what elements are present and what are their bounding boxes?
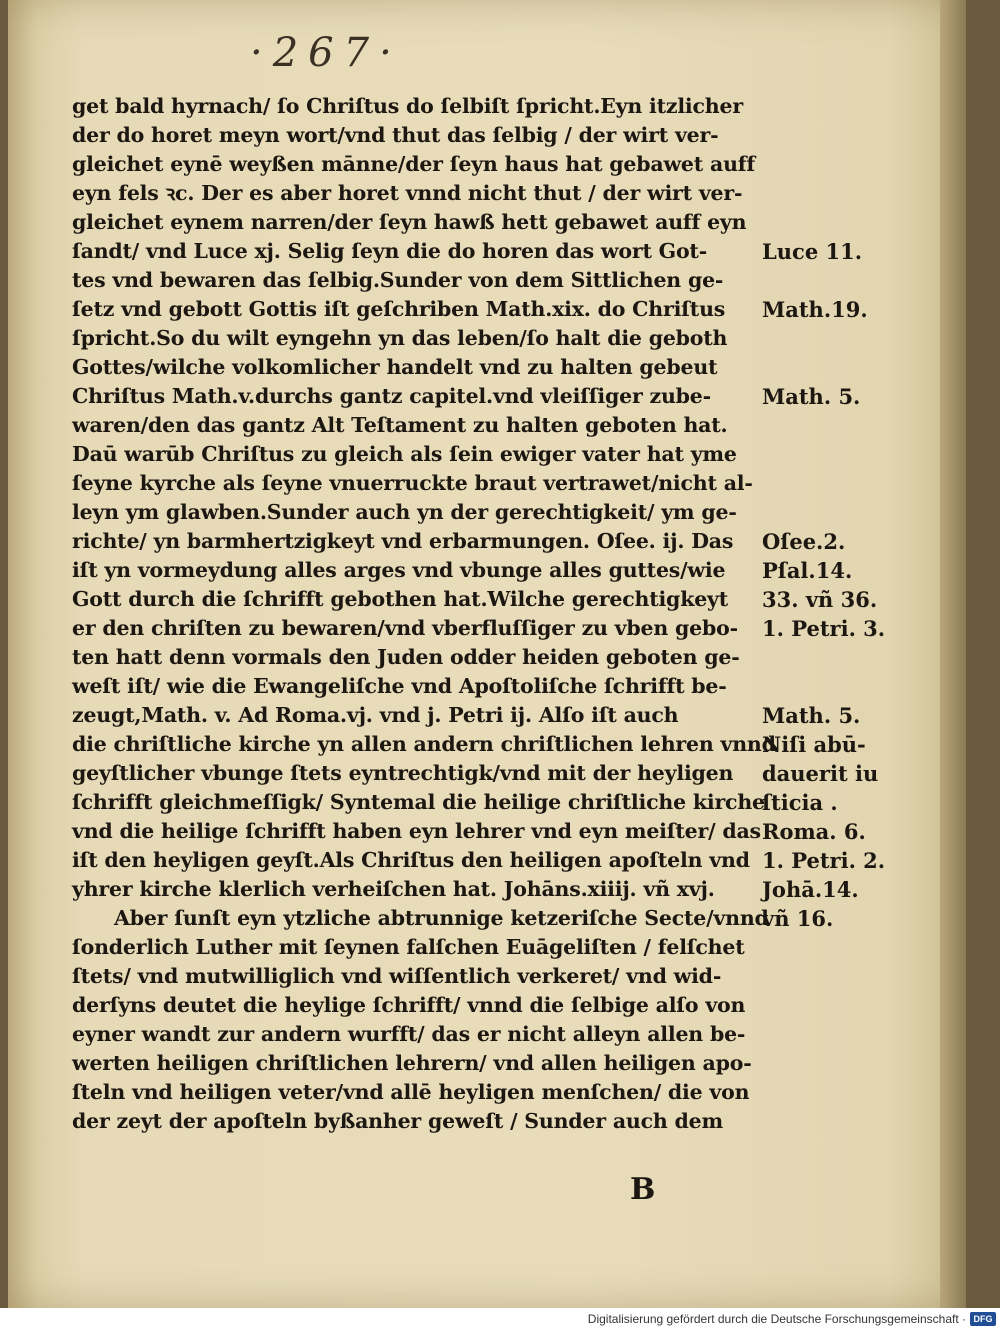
text-line: ſteln vnd heiligen veter/vnd allē heyligen menſchen/ die von — [72, 1080, 750, 1104]
text-line: tes vnd bewaren das ſelbig.Sunder von dem Sittlichen ge- — [72, 268, 724, 292]
text-line: waren/den das gantz Alt Teſtament zu halten geboten hat. — [72, 413, 728, 437]
text-line: Daū warūb Chriſtus zu gleich als ſein ewiger vater hat yme — [72, 442, 737, 466]
text-line: ſeyne kyrche als ſeyne vnuerruckte braut vertrawet/nicht al- — [72, 471, 753, 495]
page-edge — [940, 0, 966, 1308]
text-line: derſyns deutet die heylige ſchrifft/ vnnd die ſelbige alſo von — [72, 993, 746, 1017]
margin-note: Luce 11. — [762, 239, 863, 264]
text-line: Chriſtus Math.v.durchs gantz capitel.vnd vleiſſiger zube- — [72, 384, 711, 408]
margin-note: Roma. 6. — [762, 819, 866, 844]
margin-note: vñ 16. — [762, 906, 834, 931]
text-line: werten heiligen chriſtlichen lehrern/ vnd allen heiligen apo- — [72, 1051, 752, 1075]
margin-note: Niſi abū- — [762, 732, 866, 757]
margin-note: dauerit iu — [762, 761, 879, 786]
text-line: zeugt,Math. v. Ad Roma.vj. vnd j. Petri ij. Alſo iſt auch — [72, 703, 679, 727]
text-line: weſt iſt/ wie die Ewangeliſche vnd Apoſtoliſche ſchrifft be- — [72, 674, 727, 698]
text-line: der zeyt der apoſteln byßanher geweſt / Sunder auch dem — [72, 1109, 723, 1133]
text-line: gleichet eynē weyßen mānne/der ſeyn haus hat gebawet auff — [72, 152, 756, 176]
text-line: geyſtlicher vbunge ſtets eyntrechtigk/vnd mit der heyligen — [72, 761, 734, 785]
text-line: Gott durch die ſchrifft gebothen hat.Wilche gerechtigkeyt — [72, 587, 729, 611]
margin-note: 33. vñ 36. — [762, 587, 878, 612]
text-line: vnd die heilige ſchrifft haben eyn lehrer vnd eyn meiſter/ das — [72, 819, 761, 843]
signature-mark: B — [630, 1172, 656, 1207]
text-line: er den chriſten zu bewaren/vnd vberfluſſiger zu vben gebo- — [72, 616, 738, 640]
text-line: ſtets/ vnd mutwilliglich vnd wiſſentlich verkeret/ vnd wid- — [72, 964, 722, 988]
text-line: ſchrifft gleichmeſſigk/ Syntemal die heilige chriſtliche kirche — [72, 790, 765, 814]
margin-note: Pſal.14. — [762, 558, 853, 583]
text-line: iſt den heyligen geyſt.Als Chriſtus den heiligen apoſteln vnd — [72, 848, 750, 872]
footer-bar — [0, 1308, 1000, 1331]
text-line: ſetz vnd gebott Gottis iſt geſchriben Math.xix. do Chriſtus — [72, 297, 726, 321]
margin-note: Math.19. — [762, 297, 868, 322]
margin-note: Oſee.2. — [762, 529, 846, 554]
text-line: eyner wandt zur andern wurfft/ das er nicht alleyn allen be- — [72, 1022, 746, 1046]
text-line: ten hatt denn vormals den Juden odder heiden geboten ge- — [72, 645, 740, 669]
folio-number: ·267· — [250, 30, 402, 76]
margin-note: Math. 5. — [762, 384, 861, 409]
footer-credit: Digitalisierung gefördert durch die Deutsche Forschungsgemeinschaft · — [587, 1312, 966, 1326]
text-line: yhrer kirche klerlich verheiſchen hat. Johāns.xiiij. vñ xvj. — [72, 877, 715, 901]
text-line: leyn ym glawben.Sunder auch yn der gerechtigkeit/ ym ge- — [72, 500, 737, 524]
text-line: iſt yn vormeydung alles arges vnd vbunge alles guttes/wie — [72, 558, 726, 582]
text-line: richte/ yn barmhertzigkeyt vnd erbarmungen. Oſee. ij. Das — [72, 529, 734, 553]
text-line: Gottes/wilche volkomlicher handelt vnd zu halten gebeut — [72, 355, 718, 379]
margin-note: Johā.14. — [762, 877, 859, 902]
dfg-logo: DFG — [970, 1312, 996, 1326]
margin-note: 1. Petri. 3. — [762, 616, 886, 641]
text-line: ſpricht.So du wilt eyngehn yn das leben/ſo halt die geboth — [72, 326, 728, 350]
text-line: Aber ſunſt eyn ytzliche abtrunnige ketzeriſche Secte/vnnd — [114, 906, 769, 930]
text-line: die chriſtliche kirche yn allen andern chriſtlichen lehren vnnd — [72, 732, 776, 756]
margin-note: Math. 5. — [762, 703, 861, 728]
text-line: get bald hyrnach/ ſo Chriſtus do ſelbiſt ſpricht.Eyn itzlicher — [72, 94, 743, 118]
text-line: ſandt/ vnd Luce xj. Selig ſeyn die do horen das wort Got- — [72, 239, 708, 263]
body-text — [72, 92, 776, 1136]
margin-note: ſticia . — [762, 790, 838, 815]
text-line: gleichet eynem narren/der ſeyn hawß hett gebawet auff eyn — [72, 210, 747, 234]
margin-note: 1. Petri. 2. — [762, 848, 886, 873]
text-line: eyn fels ꝛc. Der es aber horet vnnd nicht thut / der wirt ver- — [72, 181, 743, 205]
text-line: ſonderlich Luther mit ſeynen falſchen Euāgeliſten / felſchet — [72, 935, 745, 959]
text-line: der do horet meyn wort/vnd thut das ſelbig / der wirt ver- — [72, 123, 719, 147]
